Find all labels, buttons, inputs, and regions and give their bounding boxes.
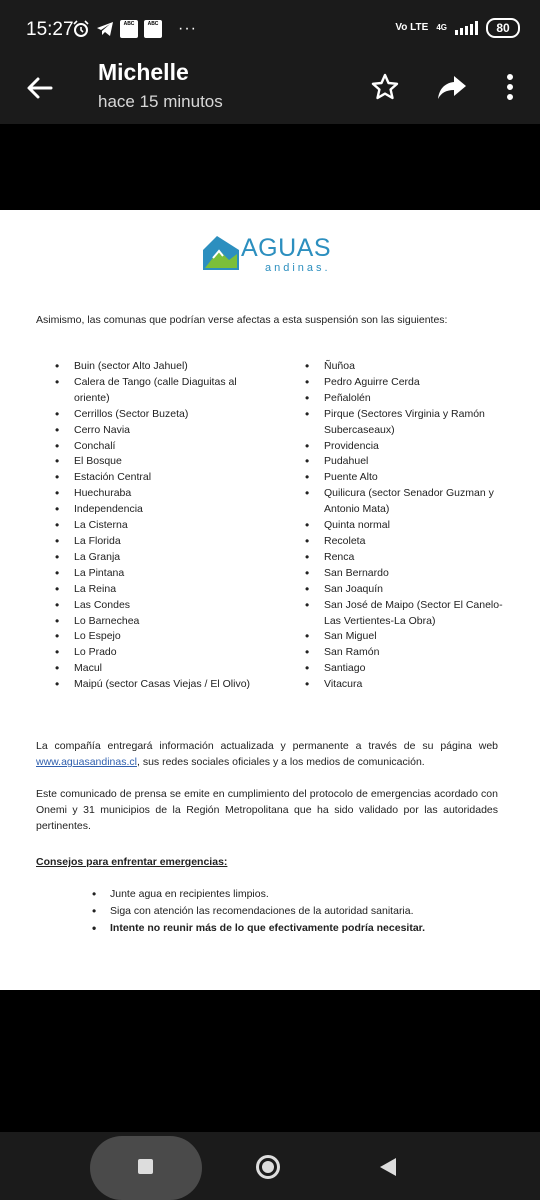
list-item: • Recoleta	[305, 534, 510, 550]
list-item: • San Miguel	[305, 629, 510, 645]
list-item: • Pirque (Sectores Virginia y Ramón Subercaseaux)	[305, 407, 510, 439]
communes-list-left	[55, 359, 260, 693]
recents-icon[interactable]	[138, 1159, 153, 1174]
network-type: 4G	[436, 23, 447, 32]
list-item: • Quilicura (sector Senador Guzman y Antonio Mata)	[305, 486, 510, 518]
list-item: • Lo Prado	[55, 645, 260, 661]
paragraph-text: , sus redes sociales oficiales y a los medios de comunicación.	[136, 756, 425, 768]
more-notifications-icon: ···	[178, 20, 197, 37]
status-time: 15:27	[26, 19, 74, 40]
list-item: • Maipú (sector Casas Viejas / El Olivo)	[55, 677, 260, 693]
protocol-paragraph: Este comunicado de prensa se emite en cumplimiento del protocolo de emergencias acordado con Onemi y 31 municipios de la Región Metropolitana que ha sido validado por las autoridades pertinentes.	[36, 788, 498, 832]
list-item: • La Granja	[55, 550, 260, 566]
list-item: • Cerrillos (Sector Buzeta)	[55, 407, 260, 423]
volte-indicator: Vo LTE	[395, 22, 429, 33]
list-item: • Pedro Aguirre Cerda	[305, 375, 510, 391]
forward-icon[interactable]	[436, 72, 468, 102]
status-bar	[0, 0, 540, 60]
list-item: • Intente no reunir más de lo que efectivamente podría necesitar.	[92, 920, 502, 937]
list-item: • Huechuraba	[55, 486, 260, 502]
list-item: • Ñuñoa	[305, 359, 510, 375]
list-item: • La Reina	[55, 582, 260, 598]
list-item: • San José de Maipo (Sector El Canelo-Las Vertientes-La Obra)	[305, 598, 510, 630]
document-image[interactable]	[0, 210, 540, 990]
list-item: • Peñalolén	[305, 391, 510, 407]
nav-back-icon[interactable]	[380, 1158, 396, 1176]
home-icon[interactable]	[256, 1155, 280, 1179]
aguas-andinas-logo	[203, 232, 333, 282]
system-nav-bar	[0, 1132, 540, 1200]
intro-paragraph: Asimismo, las comunas que podrían verse afectas a esta suspensión son las siguientes:	[36, 314, 448, 326]
status-indicators	[395, 18, 520, 38]
battery-icon: 80	[486, 18, 520, 38]
list-item: • Conchalí	[55, 439, 260, 455]
list-item: • Puente Alto	[305, 470, 510, 486]
news-app-icon: ABC	[120, 20, 138, 38]
paragraph-text: La compañía entregará información actualizada y permanente a través de su página web	[36, 740, 498, 752]
top-app-bar	[0, 60, 540, 124]
tips-list	[92, 886, 502, 937]
signal-icon	[455, 21, 478, 35]
notification-icons	[72, 20, 197, 38]
list-item: • El Bosque	[55, 454, 260, 470]
telegram-icon	[96, 21, 114, 37]
list-item: • Estación Central	[55, 470, 260, 486]
list-item: • Lo Barnechea	[55, 614, 260, 630]
list-item: • Siga con atención las recomendaciones de la autoridad sanitaria.	[92, 903, 502, 920]
list-item: • Pudahuel	[305, 454, 510, 470]
list-item: • San Joaquín	[305, 582, 510, 598]
list-item: • Buin (sector Alto Jahuel)	[55, 359, 260, 375]
list-item: • Santiago	[305, 661, 510, 677]
list-item: • La Pintana	[55, 566, 260, 582]
list-item: • Calera de Tango (calle Diaguitas al oriente)	[55, 375, 260, 407]
list-item: • Vitacura	[305, 677, 510, 693]
communes-list-right	[305, 359, 510, 693]
list-item: • Macul	[55, 661, 260, 677]
list-item: • Cerro Navia	[55, 423, 260, 439]
list-item: • Quinta normal	[305, 518, 510, 534]
website-link[interactable]: www.aguasandinas.cl	[36, 756, 137, 768]
tips-heading: Consejos para enfrentar emergencias:	[36, 856, 228, 868]
list-item: • Providencia	[305, 439, 510, 455]
list-item: • Renca	[305, 550, 510, 566]
list-item: • Junte agua en recipientes limpios.	[92, 886, 502, 903]
list-item: • La Florida	[55, 534, 260, 550]
list-item: • Independencia	[55, 502, 260, 518]
list-item: • La Cisterna	[55, 518, 260, 534]
contact-name: Michelle	[98, 59, 189, 85]
list-item: • San Ramón	[305, 645, 510, 661]
message-time: hace 15 minutos	[98, 92, 223, 111]
news-app-icon-2: ABC	[144, 20, 162, 38]
list-item: • San Bernardo	[305, 566, 510, 582]
alarm-icon	[72, 20, 90, 38]
list-item: • Lo Espejo	[55, 629, 260, 645]
logo-text: AGUAS	[241, 234, 332, 262]
more-options-icon[interactable]	[498, 70, 522, 104]
logo-subtext: andinas.	[265, 262, 331, 274]
list-item: • Las Condes	[55, 598, 260, 614]
info-paragraph	[36, 738, 498, 770]
back-arrow-icon[interactable]	[24, 72, 56, 104]
logo-mountain-icon	[203, 232, 239, 272]
star-icon[interactable]	[370, 72, 400, 102]
